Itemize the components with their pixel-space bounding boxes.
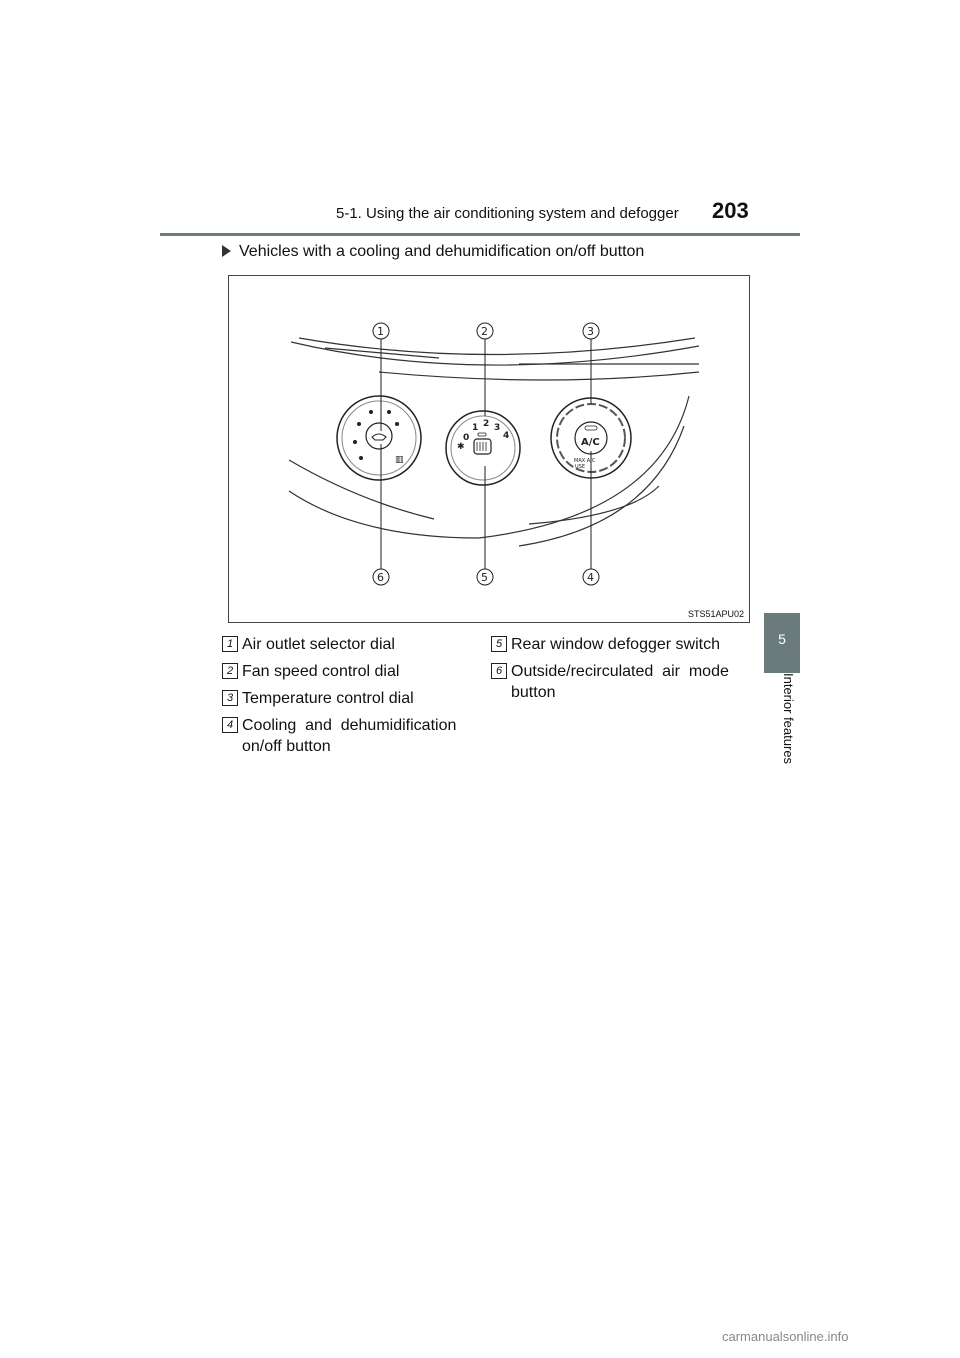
legend-text-5: Rear window defogger switch (511, 636, 720, 653)
triangle-bullet-icon (222, 245, 231, 257)
legend-item-4 (222, 715, 482, 759)
chapter-number: 5 (778, 631, 786, 647)
chapter-label-rail (764, 673, 800, 783)
legend-text-6b: button (511, 684, 556, 701)
legend-number-5: 5 (491, 636, 507, 652)
fan-dial-number-0: 0 (463, 433, 470, 443)
legend-text-2: Fan speed control dial (242, 663, 400, 680)
svg-text:▥: ▥ (395, 455, 404, 465)
legend-item-6 (491, 661, 751, 705)
legend-item-2 (222, 661, 482, 683)
ac-button-label: A/C (581, 437, 600, 448)
figure-code: STS51APU02 (687, 609, 744, 619)
legend-text-4b: on/off button (242, 738, 331, 755)
footer-watermark[interactable]: carmanualsonline.info (722, 1329, 849, 1344)
chapter-label: Interior features (781, 673, 796, 765)
callout-2: 2 (481, 325, 488, 338)
callout-5: 5 (481, 571, 488, 584)
fan-speed-dial (446, 411, 520, 485)
chapter-tab[interactable] (764, 613, 800, 673)
legend-text-3: Temperature control dial (242, 690, 414, 707)
use-text: USE (575, 464, 585, 470)
legend-number-3: 3 (222, 690, 238, 706)
page-number: 203 (712, 198, 749, 223)
legend-text-1: Air outlet selector dial (242, 636, 395, 653)
header-rule (160, 233, 800, 236)
air-outlet-dial (337, 396, 421, 480)
max-ac-text: MAX A/C (574, 458, 596, 464)
legend-text-4a: Cooling and dehumidification (242, 717, 457, 734)
fan-dial-number-3: 3 (494, 423, 501, 433)
fan-dial-number-2: 2 (483, 419, 490, 429)
legend-number-6: 6 (491, 663, 507, 679)
subheading-text: Vehicles with a cooling and dehumidification on/off button (239, 243, 645, 260)
subheading (222, 243, 644, 261)
section-title: 5-1. Using the air conditioning system and defogger (336, 205, 679, 222)
legend-item-3 (222, 688, 482, 710)
legend-item-1 (222, 634, 482, 656)
callout-1: 1 (377, 325, 384, 338)
legend-text-6a: Outside/recirculated air mode (511, 663, 729, 680)
callout-3: 3 (587, 325, 594, 338)
legend-number-2: 2 (222, 663, 238, 679)
legend-number-4: 4 (222, 717, 238, 733)
legend-number-1: 1 (222, 636, 238, 652)
callout-4: 4 (587, 571, 594, 584)
control-panel-illustration (229, 276, 751, 624)
fan-dial-number-4: 4 (503, 431, 510, 441)
legend-item-5 (491, 634, 751, 656)
svg-text:✱: ✱ (457, 442, 465, 452)
callout-6: 6 (377, 571, 384, 584)
fan-dial-number-1: 1 (472, 423, 479, 433)
control-panel-figure (228, 275, 750, 623)
